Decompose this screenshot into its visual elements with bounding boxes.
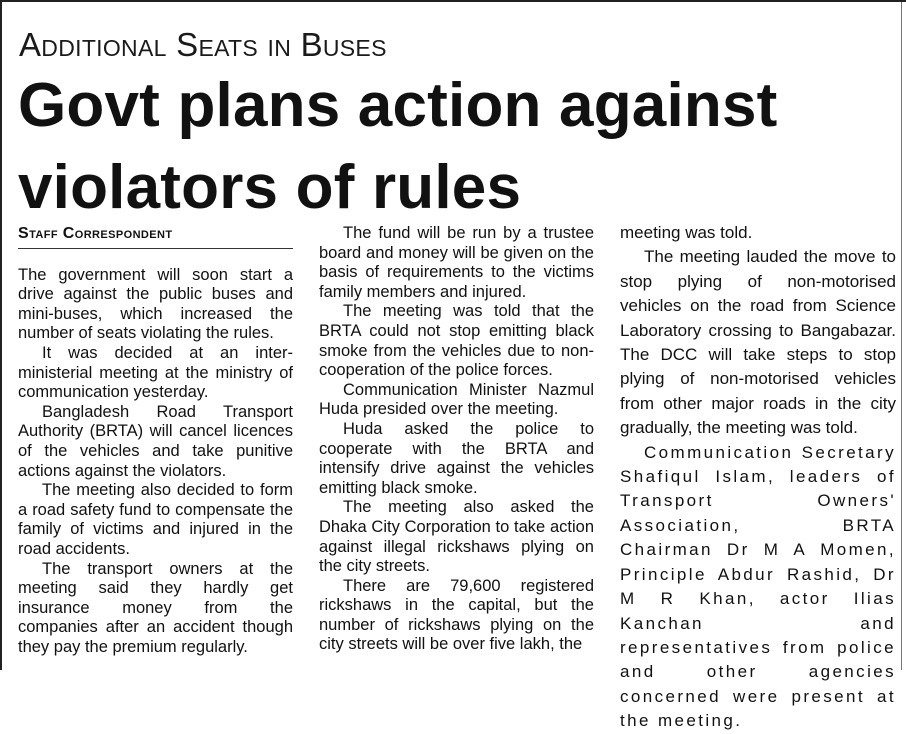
headline-line-2: violators of rules [18, 153, 522, 222]
article-headline [18, 65, 898, 229]
article-column-3 [620, 221, 896, 731]
paragraph: Huda asked the police to cooperate with the BRTA and intensify drive against the vehicles emitting black smoke. [319, 419, 594, 497]
paragraph: There are 79,600 registered rickshaws in the capital, but the number of rickshaws plying on the city streets will be over five lakh, the [319, 576, 594, 654]
paragraph: It was decided at an inter-ministerial meeting at the ministry of communication yesterday. [18, 343, 293, 402]
byline: Staff Correspondent [18, 224, 293, 249]
paragraph: The fund will be run by a trustee board and money will be given on the basis of requirements to the victims family members and injured. [319, 224, 594, 301]
article-column-2 [319, 224, 594, 670]
paragraph: Communication Minister Nazmul Huda presided over the meeting. [319, 380, 594, 419]
headline-line-1: Govt plans action against [18, 71, 778, 140]
article-column-1 [18, 224, 293, 670]
paragraph: Communication Secretary Shafiqul Islam, leaders of Transport Owners' Association, BRTA Chairman Dr M A Momen, Principle Abdur Rashid, Dr M R Khan, actor Ilias Kanchan and representatives from police and other agencies concerned were present at the meeting. [620, 442, 896, 731]
paragraph: The government will soon start a drive against the public buses and mini-buses, which increased the number of seats violating the rules. [18, 265, 293, 343]
paragraph: The meeting also decided to form a road safety fund to compensate the family of victims and injured in the road accidents. [18, 481, 293, 558]
paragraph: The meeting also asked the Dhaka City Corporation to take action against illegal rickshaws plying on the city streets. [319, 498, 594, 576]
article-kicker: Additional Seats in Buses [19, 26, 387, 63]
paragraph: The meeting was told that the BRTA could not stop emitting black smoke from the vehicles due to non-cooperation of the police forces. [319, 302, 594, 380]
paragraph: The meeting lauded the move to stop plying of non-motorised vehicles on the road from Science Laboratory crossing to Bangabazar. The DCC will take steps to stop plying of non-motorised vehicles from other major roads in the city gradually, the meeting was told. [620, 247, 896, 438]
paragraph: meeting was told. [620, 223, 753, 242]
paragraph: The transport owners at the meeting said they hardly get insurance money from the companies after an accident though they pay the premium regularly. [18, 559, 293, 656]
paragraph: Bangladesh Road Transport Authority (BRTA) will cancel licences of the vehicles and take punitive actions against the violators. [18, 402, 293, 480]
